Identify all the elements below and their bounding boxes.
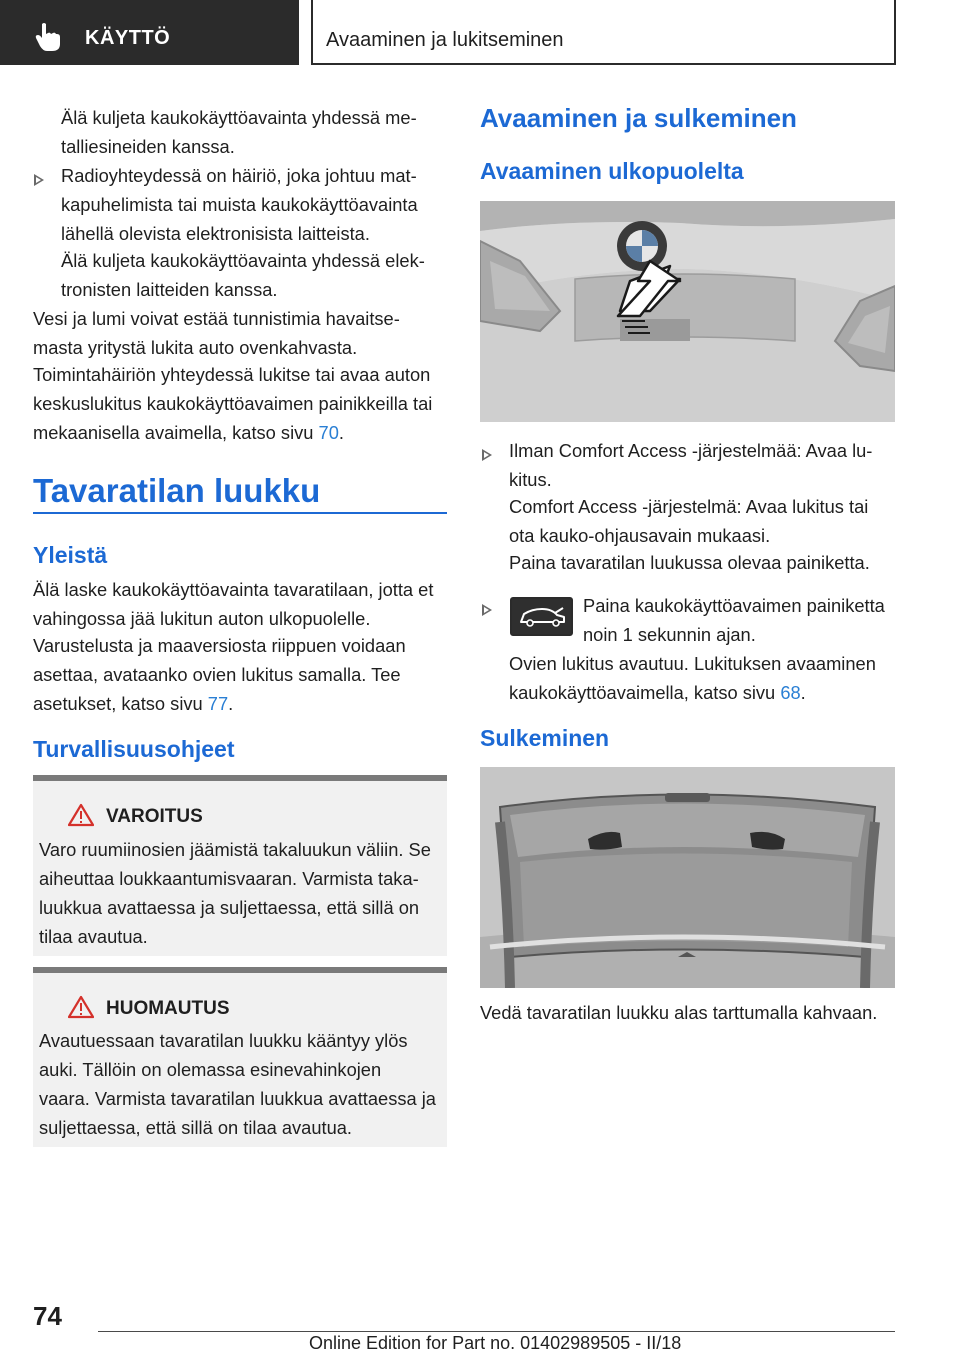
heading-open-outside: Avaaminen ulkopuolelta [480, 158, 744, 184]
heading-safety: Turvallisuusohjeet [33, 736, 235, 762]
warning-text [39, 835, 431, 951]
text-line: kitus. [509, 469, 552, 490]
notice-title: HUOMAUTUS [106, 998, 230, 1019]
paragraph-pull-down: Vedä tavaratilan luukku alas tarttumalla kahvaan. [480, 1002, 878, 1023]
paragraph-metal-objects [61, 103, 417, 161]
text-line: keskuslukitus kaukokäyttöavaimen painikkeilla tai [33, 393, 433, 414]
heading-trunk-lid: Tavaratilan luukku [33, 472, 321, 509]
page-link-77[interactable]: 77 [207, 693, 229, 714]
notice-text [39, 1026, 436, 1142]
text-line: Varustelusta ja maaversiosta riippuen voidaan [33, 635, 406, 656]
trunk-interior-image [480, 767, 895, 988]
text-line: Ovien lukitus avautuu. Lukituksen avaaminen [509, 653, 876, 674]
warning-title: VAROITUS [106, 806, 203, 827]
text-line: auki. Tällöin on olemassa esinevahinkojen [39, 1059, 382, 1080]
text-line: tilaa avautua. [39, 926, 148, 947]
text-line: mekaanisella avaimella, katso sivu [33, 422, 319, 443]
trunk-exterior-image [480, 201, 895, 422]
heading-general: Yleistä [33, 542, 108, 568]
bullet-triangle-icon [34, 174, 44, 186]
text-line: kaukokäyttöavaimella, katso sivu [509, 682, 781, 703]
text-line: Avautuessaan tavaratilan luukku kääntyy ylös [39, 1030, 408, 1051]
warning-triangle-icon [68, 803, 94, 827]
text-line: asetukset, katso sivu [33, 693, 208, 714]
text-line: asettaa, avataanko ovien lukitus samalla. Tee [33, 664, 401, 685]
heading-closing: Sulkeminen [480, 725, 610, 751]
text-line: Comfort Access -järjestelmä: Avaa lukitus tai [509, 496, 869, 517]
footer-edition: Online Edition for Part no. 01402989505 - II/18 [309, 1333, 682, 1353]
car-trunk-key-button-icon [510, 597, 573, 636]
notice-bar [33, 967, 447, 973]
text-line: suljettaessa, että sillä on tilaa avautua. [39, 1117, 353, 1138]
section-title: KÄYTTÖ [85, 27, 171, 49]
text-period: . [228, 693, 234, 714]
paragraph-comfort-access [509, 492, 868, 550]
text-line: Radioyhteydessä on häiriö, joka johtuu mat- [61, 165, 417, 186]
text-line: kapuhelimista tai muista kaukokäyttöavainta [61, 194, 418, 215]
text-line: Älä laske kaukokäyttöavainta tavaratilaan, jotta et [33, 579, 434, 600]
text-line: talliesineiden kanssa. [61, 136, 235, 157]
text-period: . [338, 422, 344, 443]
page-link-68[interactable]: 68 [780, 682, 801, 703]
text-period: . [800, 682, 806, 703]
text-line: Älä kuljeta kaukokäyttöavainta yhdessä me- [61, 107, 417, 128]
text-line: Toimintahäiriön yhteydessä lukitse tai avaa auton [33, 364, 431, 385]
paragraph-press-button: Paina tavaratilan luukussa olevaa painiketta. [509, 552, 870, 573]
trunk-interior-illustration [480, 767, 895, 988]
text-line: masta yritystä lukita auto ovenkahvasta. [33, 337, 358, 358]
warning-box [33, 775, 447, 956]
text-line: ota kauko-ohjausavain mukaasi. [509, 525, 771, 546]
chapter-title: Avaaminen ja lukitseminen [326, 29, 564, 51]
trunk-exterior-illustration [480, 201, 895, 422]
text-line: vahingossa jää lukitun auton ulkopuolelle. [33, 608, 371, 629]
paragraph-electronics [61, 246, 425, 304]
bullet-triangle-icon [482, 604, 492, 616]
paragraph-water-snow [33, 304, 400, 362]
page-number: 74 [33, 1301, 62, 1331]
paragraph-settings [33, 631, 406, 718]
text-line: vaara. Varmista tavaratilan luukkua avattaessa ja [39, 1088, 436, 1109]
text-line: Paina kaukokäyttöavaimen painiketta [583, 595, 885, 616]
text-line: tronisten laitteiden kanssa. [61, 279, 278, 300]
text-line: Vesi ja lumi voivat estää tunnistimia havaitse- [33, 308, 400, 329]
heading-underline [33, 512, 447, 514]
text-line: aiheuttaa loukkaantumisvaaran. Varmista taka- [39, 868, 419, 889]
text-line: Älä kuljeta kaukokäyttöavainta yhdessä elek- [61, 250, 425, 271]
text-line: luukkua avattaessa ja suljettaessa, että sillä on [39, 897, 420, 918]
paragraph-key-in-trunk [33, 575, 433, 633]
text-line: Ilman Comfort Access -järjestelmää: Avaa lu- [509, 440, 873, 461]
footer-rule [98, 1331, 895, 1332]
bullet-key-press [583, 591, 885, 649]
bullet-radio-interference [61, 161, 418, 248]
notice-box [33, 967, 447, 1147]
paragraph-malfunction [33, 360, 432, 447]
text-line: Varo ruumiinosien jäämistä takaluukun väliin. Se [39, 839, 431, 860]
bullet-triangle-icon [482, 449, 492, 461]
section-tab [0, 0, 299, 65]
chapter-tab [311, 0, 896, 65]
warning-triangle-icon [68, 995, 94, 1019]
warning-bar [33, 775, 447, 781]
heading-open-close: Avaaminen ja sulkeminen [480, 103, 797, 133]
paragraph-doors-unlock [509, 649, 876, 707]
text-line: lähellä olevista elektronisista laitteista. [61, 223, 370, 244]
bullet-no-comfort-access [509, 436, 872, 494]
page-link-70[interactable]: 70 [318, 422, 339, 443]
hand-pointer-icon [35, 22, 61, 52]
text-line: noin 1 sekunnin ajan. [583, 624, 756, 645]
